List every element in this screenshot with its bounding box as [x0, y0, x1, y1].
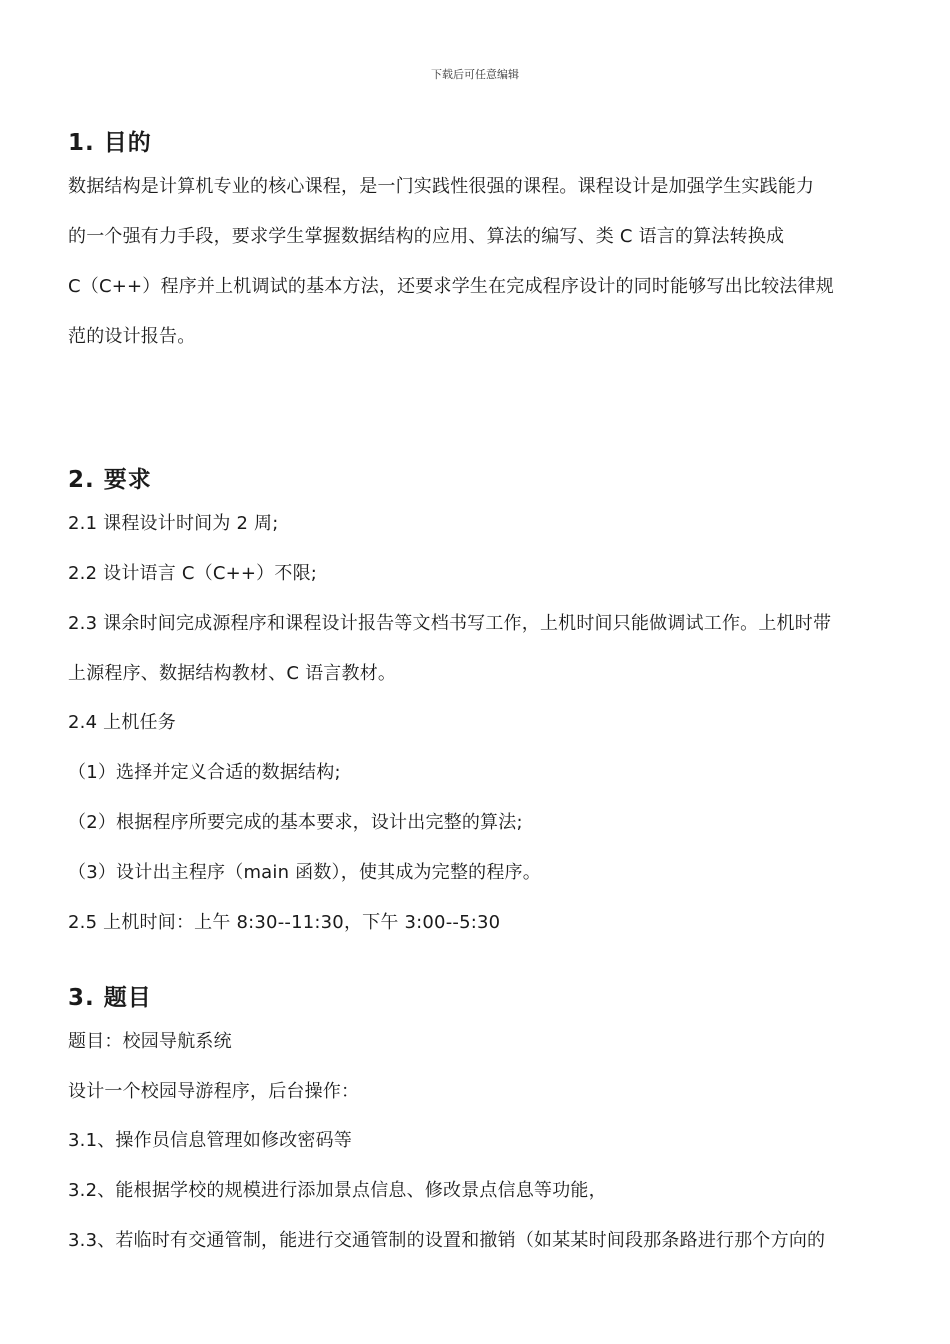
- list-item: 3.1、操作员信息管理如修改密码等: [68, 1130, 353, 1151]
- section-1-title: 1. 目的: [68, 130, 152, 156]
- list-item: （2）根据程序所要完成的基本要求，设计出完整的算法;: [68, 812, 523, 833]
- list-item: 2.4 上机任务: [68, 712, 176, 733]
- list-item: 2.3 课余时间完成源程序和课程设计报告等文档书写工作，上机时间只能做调试工作。上机时带: [68, 613, 832, 634]
- list-item: 设计一个校园导游程序，后台操作：: [68, 1081, 360, 1102]
- list-item: 2.1 课程设计时间为 2 周;: [68, 513, 279, 534]
- section-3-title: 3. 题目: [68, 985, 152, 1011]
- paragraph-line: 范的设计报告。: [68, 326, 196, 347]
- paragraph-line: 数据结构是计算机专业的核心课程，是一门实践性很强的课程。课程设计是加强学生实践能力: [68, 176, 815, 197]
- paragraph-line: 的一个强有力手段，要求学生掌握数据结构的应用、算法的编写、类 C 语言的算法转换成: [68, 226, 785, 247]
- list-item: （1）选择并定义合适的数据结构;: [68, 762, 341, 783]
- list-item: 3.3、若临时有交通管制，能进行交通管制的设置和撤销（如某某时间段那条路进行那个方向的: [68, 1230, 826, 1251]
- list-item: 2.5 上机时间：上午 8:30--11:30，下午 3:00--5:30: [68, 912, 501, 933]
- list-item: （3）设计出主程序（main 函数），使其成为完整的程序。: [68, 862, 541, 883]
- section-2-title: 2. 要求: [68, 467, 152, 493]
- list-item: 2.2 设计语言 C（C++）不限;: [68, 563, 318, 584]
- paragraph-line: C（C++）程序并上机调试的基本方法，还要求学生在完成程序设计的同时能够写出比较法律规: [68, 276, 834, 297]
- list-item: 上源程序、数据结构教材、C 语言教材。: [68, 663, 397, 684]
- page-header: 下载后可任意编辑: [431, 68, 519, 81]
- list-item: 题目：校园导航系统: [68, 1031, 232, 1052]
- list-item: 3.2、能根据学校的规模进行添加景点信息、修改景点信息等功能，: [68, 1180, 607, 1201]
